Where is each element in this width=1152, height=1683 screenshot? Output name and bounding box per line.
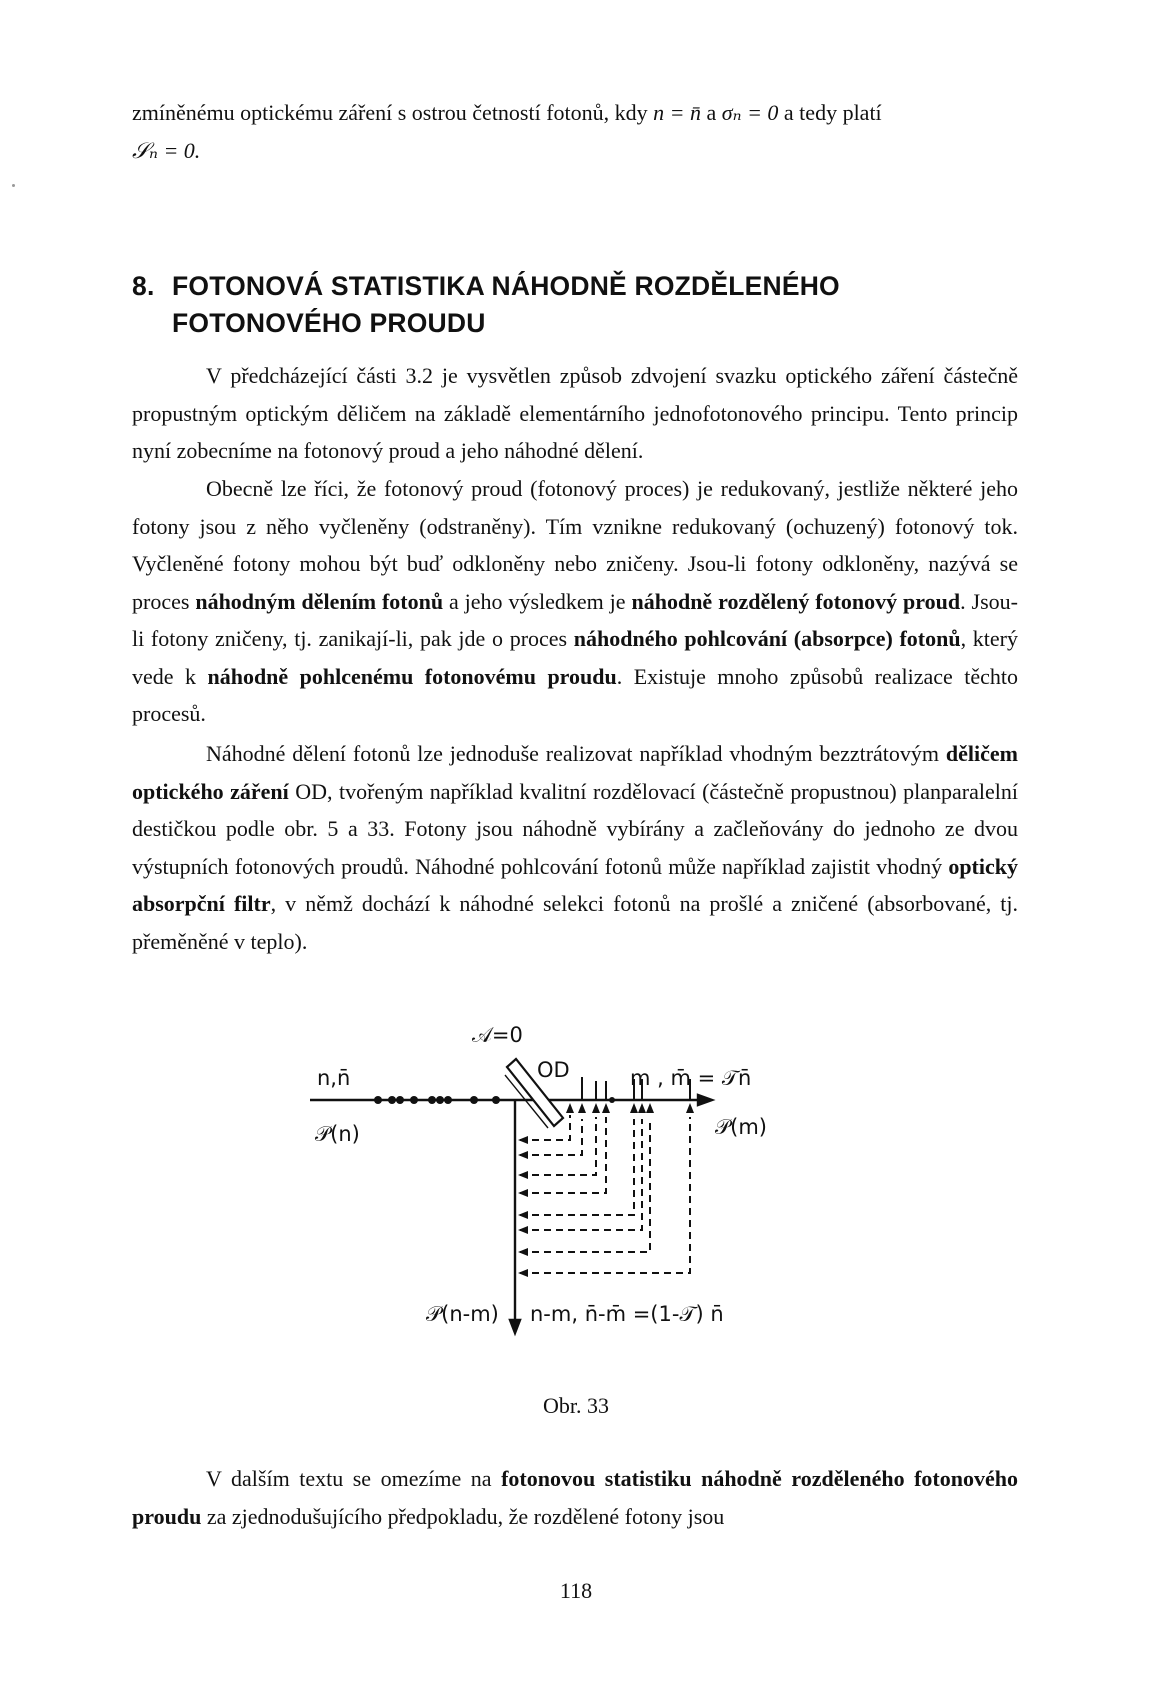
- scan-speck: [12, 184, 15, 187]
- deflected-arrow-head: [510, 1320, 520, 1333]
- output-arrow-head: [698, 1095, 712, 1105]
- paragraph-2-text-4: , který vede k: [132, 626, 1018, 689]
- figure-label-absorption: 𝒜=0: [472, 1023, 523, 1047]
- paragraph-2: [132, 470, 1018, 733]
- term-beam-splitter: děličem optického záření: [132, 741, 1018, 804]
- figure-33-diagram: [300, 1015, 860, 1345]
- figure-label-output-distribution: 𝒫(m): [715, 1115, 767, 1139]
- paragraph-3-text-3: , v němž dochází k náhodné selekci fotonů na prošlé a zničené (absorbované, tj. přeměněné v teplo).: [132, 891, 1018, 954]
- paragraph-2-text-3: . Jsou-li fotony zničeny, tj. zanikají-li, pak jde o proces: [132, 588, 1018, 651]
- paragraph-3-text-1: Náhodné dělení fotonů lze jednoduše realizovat například vhodným bezztrátovým: [206, 741, 946, 766]
- term-photon-statistics: fotonovou statistiku náhodně rozděleného fotonového proudu: [132, 1466, 1018, 1529]
- term-randomly-divided-stream: náhodně rozdělený fotonový proud: [631, 588, 961, 614]
- paragraph-3: [132, 735, 1018, 960]
- paragraph-1-text: V předcházející části 3.2 je vysvětlen způsob zdvojení svazku optického záření částečně propustným optickým děličem na základě elementárního jednofotonového principu. Tento princip nyní zobecníme na fotonový proud a jeho náhodné dělení.: [132, 363, 1018, 463]
- figure-label-deflected-distribution: 𝒫(n-m): [426, 1302, 499, 1326]
- section-title-line-2: FOTONOVÉHO PROUDU: [172, 308, 486, 338]
- paragraph-4-text-2: za zjednodušujícího předpokladu, že rozdělené fotony jsou: [201, 1503, 725, 1529]
- intro-paragraph: [132, 94, 1018, 169]
- paragraph-4-text-1: V dalším textu se omezíme na: [206, 1466, 502, 1491]
- term-randomly-absorbed-stream: náhodně pohlcenému fotonovému proudu: [207, 663, 617, 689]
- intro-text-2: a tedy platí: [778, 100, 882, 125]
- intro-conjunction: a: [701, 100, 722, 125]
- paragraph-2-text-5: . Existuje mnoho způsobů realizace těchto procesů.: [132, 663, 1019, 726]
- figure-label-deflected: n-m, n̄-m̄ =(1-𝒯) n̄: [530, 1302, 724, 1326]
- figure-label-input: n,n̄: [317, 1066, 351, 1090]
- section-number: 8.: [132, 271, 155, 301]
- deflected-photon-paths: [520, 1115, 690, 1273]
- section-heading: [132, 268, 840, 342]
- term-random-absorption: náhodného pohlcování (absorpce) fotonů: [573, 626, 961, 651]
- intro-condition-n: n = n̄: [653, 100, 702, 125]
- figure-drawing: [310, 1059, 712, 1333]
- figure-label-od: OD: [537, 1058, 570, 1082]
- paragraph-4: [132, 1460, 1018, 1535]
- paragraph-1: [132, 357, 1018, 470]
- figure-caption: Obr. 33: [543, 1393, 609, 1418]
- intro-formula: 𝒮ₙ = 0.: [132, 137, 201, 163]
- figure-label-input-distribution: 𝒫(n): [315, 1122, 360, 1146]
- paragraph-2-text-1: Obecně lze říci, že fotonový proud (fotonový proces) je redukovaný, jestliže některé jeho fotony jsou z něho vyčleněny (odstraněny). Tím vznikne redukovaný (ochuzený) fotonový tok. Vyčleněné fotony mohou být buď odkloněny nebo zničeny. Jsou-li fotony odkloněny, nazývá se proces: [132, 476, 1018, 614]
- page-number: 118: [559, 1578, 593, 1603]
- intro-text: zmíněnému optickému záření s ostrou četností fotonů, kdy: [132, 100, 654, 125]
- paragraph-3-text-2: OD, tvořeným například kvalitní rozdělovací (částečně propustnou) planparalelní destičkou podle obr. 5 a 33. Fotony jsou náhodně vybírány a začleňovány do jednoho ze dvou výstupních fotonových proudů. Náhodné pohlcování fotonů může například zajistit vhodný: [132, 778, 1018, 879]
- term-random-division: náhodným dělením fotonů: [195, 588, 444, 614]
- term-absorption-filter: optický absorpční filtr: [132, 853, 1018, 916]
- paragraph-2-text-2: a jeho výsledkem je: [443, 588, 632, 614]
- section-title-line-1: FOTONOVÁ STATISTIKA NÁHODNĚ ROZDĚLENÉHO: [172, 271, 840, 301]
- figure-label-output: m , m̄ = 𝒯n̄: [630, 1066, 752, 1090]
- intro-condition-sigma: σₙ = 0: [721, 100, 779, 125]
